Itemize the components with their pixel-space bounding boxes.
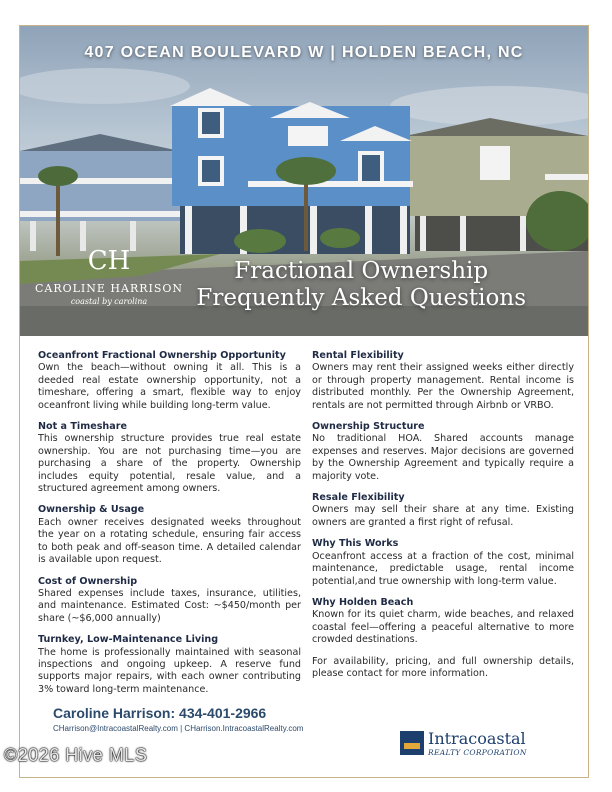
logo-name: CAROLINE HARRISON	[34, 282, 184, 295]
faq-title: Ownership & Usage	[38, 504, 145, 516]
headline-line-2: Frequently Asked Questions	[196, 285, 526, 311]
hero-photo	[20, 26, 588, 336]
faq-body: The home is professionally maintained with seasonal inspections and ongoing upkeep. A reserve fund supports major repairs, with each owner contributing 3% toward long-term maintenance.	[38, 646, 301, 695]
page-headline	[196, 258, 526, 312]
agent-web-email[interactable]: CHarrison@IntracoastalRealty.com | CHarrison.IntracoastalRealty.com	[53, 724, 304, 733]
faq-section	[38, 576, 301, 626]
intracoastal-logo	[400, 729, 540, 757]
flyer-frame	[19, 25, 589, 778]
agent-contact: Caroline Harrison: 434-401-2966	[53, 705, 267, 721]
contact-note-text: For availability, pricing, and full ownership details, please contact for more information.	[312, 655, 574, 679]
faq-title: Turnkey, Low-Maintenance Living	[38, 634, 219, 646]
faq-body: Shared expenses include taxes, insurance, utilities, and maintenance. Estimated Cost: ~$450/month per share (~$6,000 annually)	[38, 587, 301, 624]
faq-body: Own the beach—without owning it all. This is a deeded real estate ownership opportunity, not a timeshare, offering a smart, flexible way to enjoy oceanfront living while building long-term value.	[38, 362, 301, 411]
faq-section	[312, 492, 574, 529]
caroline-harrison-logo	[34, 246, 184, 306]
faq-section	[38, 504, 301, 566]
faq-section	[312, 350, 574, 412]
logo-monogram: CH	[87, 246, 131, 276]
mls-watermark: ©2026 Hive MLS	[4, 745, 148, 765]
faq-section	[312, 421, 574, 483]
faq-title: Rental Flexibility	[312, 350, 404, 361]
faq-body: Oceanfront access at a fraction of the cost, minimal maintenance, predictable usage, rental income potential,and true ownership with long-term value.	[312, 550, 574, 587]
faq-title: Why Holden Beach	[312, 596, 414, 608]
faq-body: This ownership structure provides true real estate ownership. You are not purchasing time—you are purchasing a share of the property. Ownership includes equity potential, resale value, and a structured agreement among owners.	[38, 433, 301, 495]
faq-section	[38, 421, 301, 495]
contact-note	[312, 656, 574, 681]
logo-tagline: coastal by carolina	[70, 297, 148, 306]
faq-section	[38, 634, 301, 696]
faq-body: Known for its quiet charm, wide beaches, and relaxed coastal feel—offering a peaceful alternative to more crowded destinations.	[312, 609, 574, 646]
faq-body: Each owner receives designated weeks throughout the year on a rotating schedule, ensuring fair access to both peak and off-season time. A detailed calendar is available upon request.	[38, 516, 301, 566]
faq-body: Owners may sell their share at any time. Existing owners are granted a first right of refusal.	[312, 504, 574, 528]
faq-column-right	[312, 350, 574, 689]
faq-section	[38, 350, 301, 412]
faq-column-left	[38, 350, 301, 705]
faq-section	[312, 538, 574, 588]
property-address: 407 OCEAN BOULEVARD W | HOLDEN BEACH, NC	[84, 44, 524, 61]
faq-section	[312, 597, 574, 647]
faq-title: Not a Timeshare	[38, 421, 127, 433]
faq-body: Owners may rent their assigned weeks either directly or through property management. Rental income is distributed monthly. Per the Ownership Agreement, rentals are not permitted through Airbnb or VRBO.	[312, 362, 574, 411]
brand-subtitle: REALTY CORPORATION	[428, 748, 527, 757]
intracoastal-mark-icon	[400, 731, 424, 755]
faq-title: Oceanfront Fractional Ownership Opportunity	[38, 350, 286, 361]
faq-title: Why This Works	[312, 538, 399, 550]
faq-title: Ownership Structure	[312, 421, 425, 433]
headline-line-1: Fractional Ownership	[234, 258, 489, 284]
faq-body: No traditional HOA. Shared accounts manage expenses and reserves. Major decisions are governed by the Ownership Agreement and typically require a majority vote.	[312, 433, 574, 482]
brand-name: Intracoastal	[428, 729, 526, 748]
faq-title: Resale Flexibility	[312, 492, 405, 504]
faq-title: Cost of Ownership	[38, 575, 138, 587]
